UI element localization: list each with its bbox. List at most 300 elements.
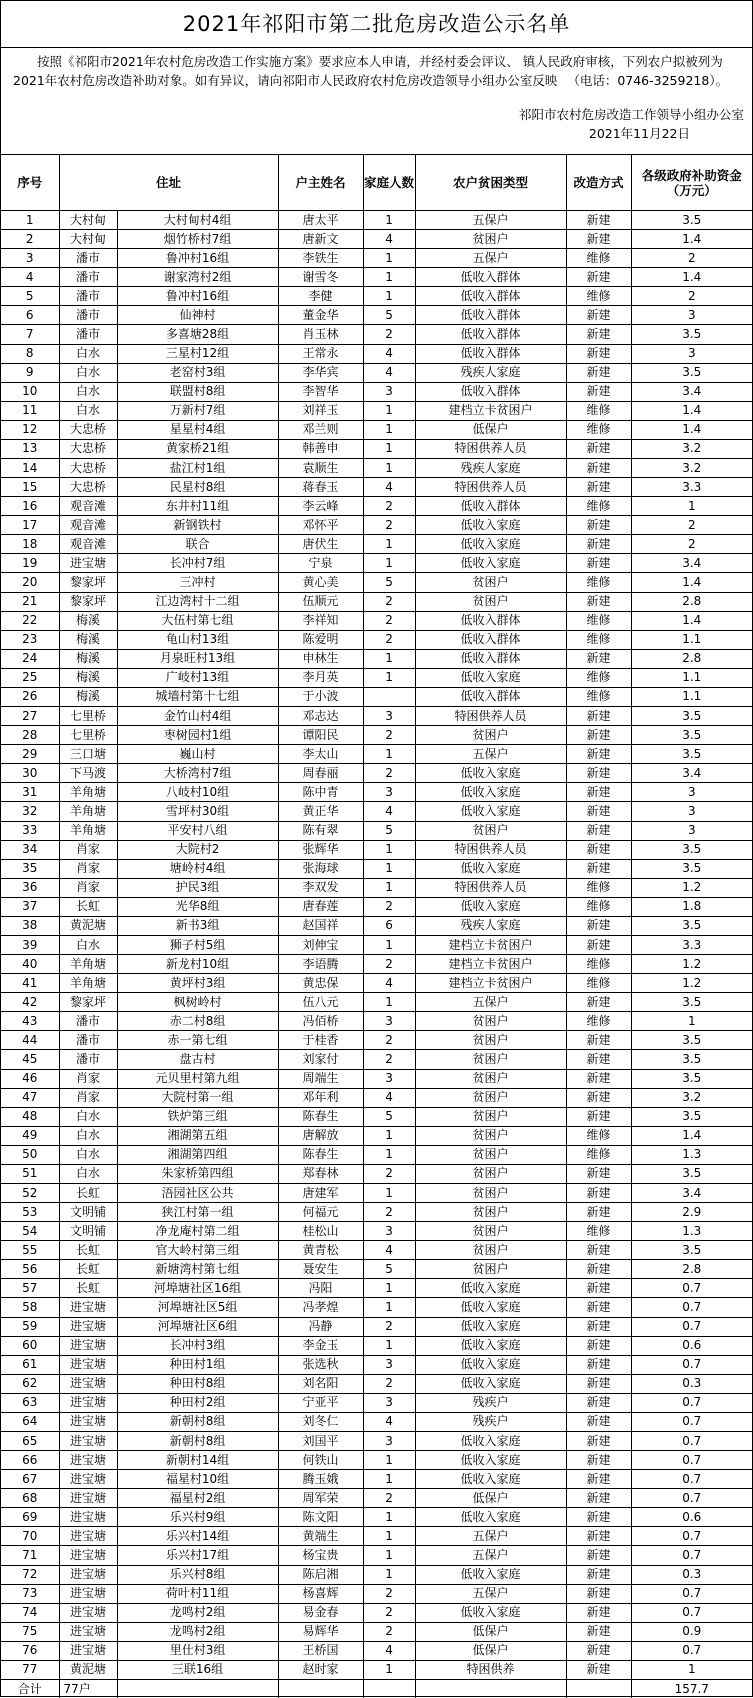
row-renovation-method: 维修 — [566, 955, 631, 974]
row-village: 湘湖第五组 — [117, 1126, 278, 1145]
table-row — [1, 1279, 752, 1298]
row-family-size: 2 — [363, 516, 415, 535]
table-row — [1, 1241, 752, 1260]
row-poverty-type: 贫困户 — [415, 1088, 566, 1107]
row-village: 鲁冲村16组 — [117, 287, 278, 306]
total-label: 合计 — [1, 1680, 59, 1698]
row-poverty-type: 特困供养人员 — [415, 840, 566, 859]
row-renovation-method: 新建 — [566, 1451, 631, 1470]
row-householder: 杨宝贵 — [278, 1546, 363, 1565]
row-householder: 李华宾 — [278, 363, 363, 382]
table-header-row — [1, 155, 752, 211]
row-renovation-method: 维修 — [566, 897, 631, 916]
row-poverty-type: 贫困户 — [415, 592, 566, 611]
row-index: 42 — [1, 993, 59, 1012]
row-renovation-method: 新建 — [566, 1183, 631, 1202]
row-poverty-type: 特困供养 — [415, 1660, 566, 1679]
row-family-size: 4 — [363, 1412, 415, 1431]
row-town: 进宝塘 — [59, 1508, 117, 1527]
row-householder: 李双发 — [278, 878, 363, 897]
row-renovation-method: 新建 — [566, 993, 631, 1012]
row-subsidy: 0.6 — [631, 1508, 752, 1527]
table-row — [1, 1622, 752, 1641]
row-index: 19 — [1, 554, 59, 573]
row-poverty-type: 低收入家庭 — [415, 1279, 566, 1298]
row-family-size: 1 — [363, 878, 415, 897]
table-row — [1, 516, 752, 535]
row-householder: 黄正华 — [278, 802, 363, 821]
row-poverty-type: 贫困户 — [415, 1222, 566, 1241]
row-poverty-type: 贫困户 — [415, 1069, 566, 1088]
row-village: 江边湾村十二组 — [117, 592, 278, 611]
row-poverty-type: 低保户 — [415, 1489, 566, 1508]
table-row — [1, 916, 752, 935]
intro-text: 按照《祁阳市2021年农村危房改造工作实施方案》要求应本人申请，并经村委会评议、 镇人民政府审核，下列农户拟被列为2021年农村危房改造补助对象。如有异议，请向祁阳市人民政府农村危房改造领导小组办公室反映 — [13, 54, 723, 88]
total-empty-cell — [117, 1680, 278, 1698]
row-poverty-type: 低收入群体 — [415, 325, 566, 344]
row-village: 黄坪村3组 — [117, 974, 278, 993]
row-poverty-type: 贫困户 — [415, 573, 566, 592]
row-village: 大院村第一组 — [117, 1088, 278, 1107]
row-town: 梅溪 — [59, 668, 117, 687]
row-family-size: 2 — [363, 630, 415, 649]
table-row — [1, 764, 752, 783]
row-index: 5 — [1, 287, 59, 306]
row-subsidy: 3.5 — [631, 745, 752, 764]
row-village: 黄家桥21组 — [117, 439, 278, 458]
row-family-size: 2 — [363, 897, 415, 916]
row-renovation-method: 新建 — [566, 1374, 631, 1393]
row-index: 8 — [1, 344, 59, 363]
row-town: 观音滩 — [59, 516, 117, 535]
row-family-size: 2 — [363, 592, 415, 611]
row-village: 仙神村 — [117, 306, 278, 325]
row-family-size: 4 — [363, 344, 415, 363]
table-row — [1, 1164, 752, 1183]
table-row — [1, 401, 752, 420]
row-index: 58 — [1, 1298, 59, 1317]
row-renovation-method: 新建 — [566, 344, 631, 363]
row-renovation-method: 新建 — [566, 821, 631, 840]
row-renovation-method: 新建 — [566, 459, 631, 478]
row-village: 烟竹桥村7组 — [117, 230, 278, 249]
row-renovation-method: 新建 — [566, 230, 631, 249]
row-householder: 王桥国 — [278, 1641, 363, 1660]
row-town: 大忠桥 — [59, 459, 117, 478]
table-row — [1, 1432, 752, 1451]
row-poverty-type: 五保户 — [415, 211, 566, 230]
row-family-size: 1 — [363, 1546, 415, 1565]
row-family-size: 1 — [363, 668, 415, 687]
row-index: 23 — [1, 630, 59, 649]
row-householder: 李月英 — [278, 668, 363, 687]
row-family-size: 1 — [363, 1508, 415, 1527]
total-households: 77户 — [59, 1680, 117, 1698]
row-householder: 何铁山 — [278, 1451, 363, 1470]
row-family-size: 2 — [363, 1031, 415, 1050]
row-family-size: 1 — [363, 1336, 415, 1355]
table-row — [1, 1584, 752, 1603]
table-row — [1, 1393, 752, 1412]
row-index: 22 — [1, 611, 59, 630]
row-poverty-type: 特困供养人员 — [415, 478, 566, 497]
row-town: 文明铺 — [59, 1222, 117, 1241]
row-town: 羊角塘 — [59, 974, 117, 993]
row-family-size: 6 — [363, 916, 415, 935]
row-town: 肖家 — [59, 878, 117, 897]
row-town: 黄泥塘 — [59, 916, 117, 935]
row-householder: 李健 — [278, 287, 363, 306]
row-renovation-method: 新建 — [566, 707, 631, 726]
row-householder: 唐伏生 — [278, 535, 363, 554]
row-index: 44 — [1, 1031, 59, 1050]
row-village: 官大岭村第三组 — [117, 1241, 278, 1260]
row-renovation-method: 新建 — [566, 1336, 631, 1355]
table-row — [1, 1546, 752, 1565]
row-village: 巍山村 — [117, 745, 278, 764]
row-town: 白水 — [59, 382, 117, 401]
row-renovation-method: 新建 — [566, 745, 631, 764]
row-village: 三联16组 — [117, 1660, 278, 1679]
row-town: 白水 — [59, 401, 117, 420]
row-family-size: 3 — [363, 1355, 415, 1374]
row-poverty-type: 低收入家庭 — [415, 1317, 566, 1336]
row-poverty-type: 贫困户 — [415, 1164, 566, 1183]
row-renovation-method: 新建 — [566, 592, 631, 611]
row-family-size: 3 — [363, 1069, 415, 1088]
row-householder: 伍八元 — [278, 993, 363, 1012]
table-row — [1, 325, 752, 344]
row-index: 70 — [1, 1527, 59, 1546]
row-householder: 何福元 — [278, 1203, 363, 1222]
row-poverty-type: 五保户 — [415, 1584, 566, 1603]
row-family-size: 2 — [363, 1050, 415, 1069]
row-family-size: 1 — [363, 840, 415, 859]
row-renovation-method: 新建 — [566, 1546, 631, 1565]
row-householder: 唐太平 — [278, 211, 363, 230]
row-town: 进宝塘 — [59, 1603, 117, 1622]
table-row — [1, 1031, 752, 1050]
row-village: 赤二村8组 — [117, 1012, 278, 1031]
total-empty-cell — [278, 1680, 363, 1698]
row-index: 66 — [1, 1451, 59, 1470]
row-town: 潘市 — [59, 249, 117, 268]
row-subsidy: 2 — [631, 249, 752, 268]
row-index: 40 — [1, 955, 59, 974]
row-renovation-method: 新建 — [566, 1432, 631, 1451]
row-family-size: 5 — [363, 821, 415, 840]
row-village: 乐兴村9组 — [117, 1508, 278, 1527]
row-family-size: 3 — [363, 1393, 415, 1412]
row-index: 65 — [1, 1432, 59, 1451]
row-town: 梅溪 — [59, 611, 117, 630]
row-poverty-type: 贫困户 — [415, 726, 566, 745]
row-subsidy: 1.4 — [631, 268, 752, 287]
table-row — [1, 1374, 752, 1393]
row-subsidy: 3.5 — [631, 1241, 752, 1260]
row-householder: 张辉华 — [278, 840, 363, 859]
row-index: 4 — [1, 268, 59, 287]
row-village: 湘湖第四组 — [117, 1145, 278, 1164]
row-householder: 李祥知 — [278, 611, 363, 630]
row-renovation-method: 新建 — [566, 1203, 631, 1222]
row-index: 17 — [1, 516, 59, 535]
row-renovation-method: 维修 — [566, 1126, 631, 1145]
row-village: 里仕村3组 — [117, 1641, 278, 1660]
row-poverty-type: 贫困户 — [415, 1145, 566, 1164]
row-renovation-method: 新建 — [566, 783, 631, 802]
row-renovation-method: 新建 — [566, 764, 631, 783]
row-renovation-method: 新建 — [566, 1584, 631, 1603]
row-subsidy: 0.3 — [631, 1565, 752, 1584]
row-family-size: 4 — [363, 974, 415, 993]
row-village: 盐江村1组 — [117, 459, 278, 478]
row-index: 24 — [1, 649, 59, 668]
row-family-size: 2 — [363, 611, 415, 630]
row-family-size: 3 — [363, 783, 415, 802]
row-index: 30 — [1, 764, 59, 783]
row-village: 月泉旺村13组 — [117, 649, 278, 668]
row-family-size: 1 — [363, 1298, 415, 1317]
row-family-size: 1 — [363, 249, 415, 268]
row-family-size: 2 — [363, 955, 415, 974]
row-town: 潘市 — [59, 1050, 117, 1069]
row-poverty-type: 低收入群体 — [415, 344, 566, 363]
row-poverty-type: 建档立卡贫困户 — [415, 935, 566, 954]
row-subsidy: 3.5 — [631, 1164, 752, 1183]
total-row — [1, 1680, 752, 1698]
row-town: 羊角塘 — [59, 783, 117, 802]
table-row — [1, 1603, 752, 1622]
row-renovation-method: 新建 — [566, 1241, 631, 1260]
row-index: 41 — [1, 974, 59, 993]
row-poverty-type: 低收入家庭 — [415, 516, 566, 535]
row-family-size: 3 — [363, 1432, 415, 1451]
row-householder: 冯静 — [278, 1317, 363, 1336]
row-renovation-method: 新建 — [566, 726, 631, 745]
row-village: 龙鸣村2组 — [117, 1603, 278, 1622]
row-index: 50 — [1, 1145, 59, 1164]
row-poverty-type: 残疾人家庭 — [415, 916, 566, 935]
row-index: 47 — [1, 1088, 59, 1107]
row-family-size: 2 — [363, 764, 415, 783]
row-town: 肖家 — [59, 1069, 117, 1088]
row-village: 城墙村第十七组 — [117, 687, 278, 706]
row-householder: 桂松山 — [278, 1222, 363, 1241]
row-renovation-method: 新建 — [566, 1565, 631, 1584]
row-village: 老窑村3组 — [117, 363, 278, 382]
row-subsidy: 0.3 — [631, 1374, 752, 1393]
row-index: 29 — [1, 745, 59, 764]
row-householder: 郑春林 — [278, 1164, 363, 1183]
row-subsidy: 2 — [631, 516, 752, 535]
row-renovation-method: 维修 — [566, 573, 631, 592]
row-village: 联合 — [117, 535, 278, 554]
row-index: 56 — [1, 1260, 59, 1279]
row-poverty-type: 低收入群体 — [415, 630, 566, 649]
row-index: 39 — [1, 935, 59, 954]
row-town: 进宝塘 — [59, 1317, 117, 1336]
row-village: 塘岭村4组 — [117, 859, 278, 878]
row-family-size: 1 — [363, 1183, 415, 1202]
row-householder: 陈启湘 — [278, 1565, 363, 1584]
row-town: 进宝塘 — [59, 1412, 117, 1431]
row-subsidy: 0.7 — [631, 1298, 752, 1317]
row-town: 肖家 — [59, 1088, 117, 1107]
row-family-size: 1 — [363, 1279, 415, 1298]
row-index: 54 — [1, 1222, 59, 1241]
row-subsidy: 0.7 — [631, 1279, 752, 1298]
row-subsidy: 1 — [631, 1012, 752, 1031]
table-row — [1, 1451, 752, 1470]
row-householder: 刘名阳 — [278, 1374, 363, 1393]
row-village: 联盟村8组 — [117, 382, 278, 401]
row-subsidy: 2.8 — [631, 592, 752, 611]
row-renovation-method: 新建 — [566, 935, 631, 954]
row-householder: 肖玉林 — [278, 325, 363, 344]
row-town: 进宝塘 — [59, 1374, 117, 1393]
row-family-size: 4 — [363, 802, 415, 821]
row-subsidy: 1.2 — [631, 974, 752, 993]
row-householder: 李智华 — [278, 382, 363, 401]
row-poverty-type: 低收入群体 — [415, 306, 566, 325]
row-village: 新塘湾村第七组 — [117, 1260, 278, 1279]
row-poverty-type: 低收入家庭 — [415, 802, 566, 821]
row-subsidy: 1.8 — [631, 897, 752, 916]
row-householder: 唐建军 — [278, 1183, 363, 1202]
row-householder: 谢雪冬 — [278, 268, 363, 287]
row-index: 25 — [1, 668, 59, 687]
row-village: 大村甸村4组 — [117, 211, 278, 230]
row-poverty-type: 低收入家庭 — [415, 764, 566, 783]
row-poverty-type: 贫困户 — [415, 821, 566, 840]
row-village: 大桥湾村7组 — [117, 764, 278, 783]
row-index: 13 — [1, 439, 59, 458]
row-poverty-type: 贫困户 — [415, 1031, 566, 1050]
row-poverty-type: 贫困户 — [415, 1050, 566, 1069]
row-renovation-method: 新建 — [566, 1489, 631, 1508]
row-subsidy: 3.2 — [631, 459, 752, 478]
row-poverty-type: 残疾户 — [415, 1393, 566, 1412]
row-family-size: 2 — [363, 1374, 415, 1393]
row-subsidy: 1.4 — [631, 1126, 752, 1145]
row-poverty-type: 贫困户 — [415, 1203, 566, 1222]
row-poverty-type: 低收入群体 — [415, 382, 566, 401]
total-empty-cell — [566, 1680, 631, 1698]
row-index: 69 — [1, 1508, 59, 1527]
row-householder: 刘国平 — [278, 1432, 363, 1451]
row-village: 新朝村14组 — [117, 1451, 278, 1470]
row-town: 长虹 — [59, 1260, 117, 1279]
row-poverty-type: 低收入家庭 — [415, 1508, 566, 1527]
row-town: 进宝塘 — [59, 1622, 117, 1641]
row-poverty-type: 贫困户 — [415, 1012, 566, 1031]
row-renovation-method: 维修 — [566, 668, 631, 687]
row-town: 七里桥 — [59, 707, 117, 726]
row-householder: 谭阳民 — [278, 726, 363, 745]
row-index: 48 — [1, 1107, 59, 1126]
row-householder: 申林生 — [278, 649, 363, 668]
row-family-size: 3 — [363, 382, 415, 401]
row-town: 白水 — [59, 1164, 117, 1183]
table-row — [1, 935, 752, 954]
row-renovation-method: 新建 — [566, 478, 631, 497]
table-row — [1, 344, 752, 363]
row-subsidy: 0.9 — [631, 1622, 752, 1641]
row-subsidy: 2.9 — [631, 1203, 752, 1222]
row-village: 三冲村 — [117, 573, 278, 592]
table-row — [1, 802, 752, 821]
row-subsidy: 3 — [631, 802, 752, 821]
row-householder: 腾玉娥 — [278, 1470, 363, 1489]
row-index: 77 — [1, 1660, 59, 1679]
row-family-size: 5 — [363, 1260, 415, 1279]
row-village: 乐兴村17组 — [117, 1546, 278, 1565]
row-index: 27 — [1, 707, 59, 726]
row-subsidy: 0.7 — [631, 1489, 752, 1508]
row-subsidy: 1.3 — [631, 1222, 752, 1241]
table-row — [1, 287, 752, 306]
row-village: 赤一第七组 — [117, 1031, 278, 1050]
row-householder: 易辉华 — [278, 1622, 363, 1641]
row-poverty-type: 低收入家庭 — [415, 1355, 566, 1374]
table-row — [1, 878, 752, 897]
row-householder: 陈文阳 — [278, 1508, 363, 1527]
row-village: 福星村2组 — [117, 1489, 278, 1508]
table-row — [1, 1012, 752, 1031]
row-subsidy: 3.5 — [631, 840, 752, 859]
row-village: 朱家桥第四组 — [117, 1164, 278, 1183]
row-index: 3 — [1, 249, 59, 268]
row-poverty-type: 五保户 — [415, 1527, 566, 1546]
row-renovation-method: 新建 — [566, 1660, 631, 1679]
row-renovation-method: 维修 — [566, 630, 631, 649]
table-row — [1, 1660, 752, 1679]
table-row — [1, 1412, 752, 1431]
row-poverty-type: 建档立卡贫困户 — [415, 955, 566, 974]
row-renovation-method: 新建 — [566, 1107, 631, 1126]
row-town: 黄泥塘 — [59, 1660, 117, 1679]
row-index: 26 — [1, 687, 59, 706]
row-subsidy: 3.4 — [631, 764, 752, 783]
row-householder: 邓年利 — [278, 1088, 363, 1107]
row-family-size: 1 — [363, 439, 415, 458]
row-town: 长虹 — [59, 1241, 117, 1260]
row-index: 61 — [1, 1355, 59, 1374]
row-index: 75 — [1, 1622, 59, 1641]
row-family-size: 5 — [363, 306, 415, 325]
row-subsidy: 1.1 — [631, 687, 752, 706]
row-town: 肖家 — [59, 859, 117, 878]
row-householder: 李太山 — [278, 745, 363, 764]
row-family-size: 1 — [363, 554, 415, 573]
row-subsidy: 0.7 — [631, 1584, 752, 1603]
row-index: 28 — [1, 726, 59, 745]
table-row — [1, 611, 752, 630]
row-town: 进宝塘 — [59, 1393, 117, 1412]
row-town: 进宝塘 — [59, 1584, 117, 1603]
row-renovation-method: 新建 — [566, 1508, 631, 1527]
row-village: 新朝村8组 — [117, 1432, 278, 1451]
row-family-size: 2 — [363, 1603, 415, 1622]
table-row — [1, 859, 752, 878]
row-family-size: 3 — [363, 707, 415, 726]
row-subsidy: 3.5 — [631, 726, 752, 745]
row-town: 白水 — [59, 1126, 117, 1145]
row-index: 1 — [1, 211, 59, 230]
row-index: 43 — [1, 1012, 59, 1031]
row-poverty-type: 低收入家庭 — [415, 1451, 566, 1470]
